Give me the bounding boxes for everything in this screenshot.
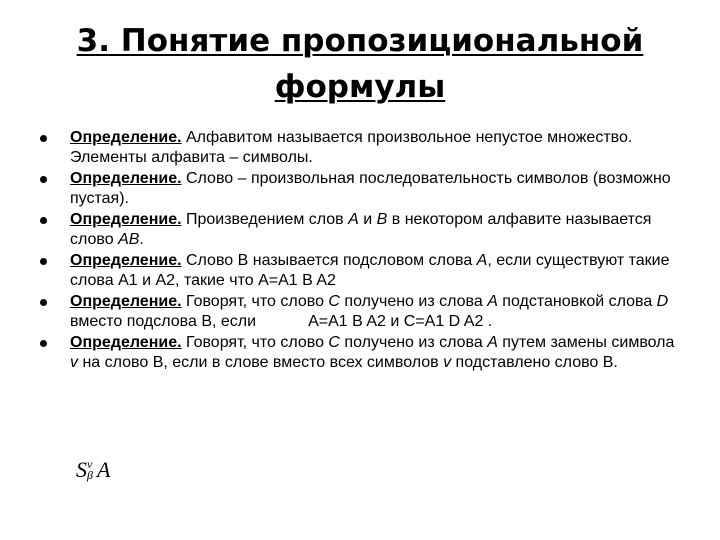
list-item-product	[40, 210, 680, 249]
definition-text: Алфавитом называется произвольное непустое множество. Элементы алфавита – символы.	[70, 129, 633, 166]
definition-term: Определение.	[70, 170, 182, 187]
definition-text: Говорят, что слово	[181, 334, 329, 351]
list-item-word	[40, 169, 680, 208]
bullet-icon	[40, 217, 47, 224]
symbol-ab: AB	[118, 230, 140, 248]
definitions-list	[40, 128, 680, 374]
symbol-d: D	[656, 293, 669, 310]
slide-title-line-1: 3. Понятие пропозициональной	[76, 23, 644, 59]
definition-text: Слово B называется подсловом слова	[181, 252, 477, 269]
symbol-a: A	[487, 293, 498, 310]
definition-term: Определение.	[70, 334, 182, 351]
symbol-c: C	[328, 334, 340, 351]
formula-base: S	[76, 457, 87, 482]
list-item-replacement	[40, 333, 680, 372]
symbol-b: B	[376, 211, 388, 228]
formula-argument: A	[96, 457, 111, 482]
symbol-a: A	[476, 252, 488, 269]
bullet-icon	[40, 258, 47, 265]
definition-text: и	[358, 211, 377, 228]
definition-term: Определение.	[70, 129, 182, 146]
substitution-formula	[76, 457, 110, 483]
symbol-c: C	[328, 293, 340, 310]
definition-term: Определение.	[70, 211, 182, 228]
bullet-icon	[40, 176, 47, 183]
definition-text: подставлено слово B.	[451, 353, 618, 371]
definition-term: Определение.	[70, 293, 182, 310]
definition-text: путем замены символа	[497, 334, 675, 351]
symbol-a: A	[487, 334, 498, 351]
list-item-subword	[40, 251, 680, 290]
definition-text: получено из слова	[339, 334, 488, 351]
definition-text: вместо подслова B, если	[70, 312, 257, 330]
bullet-icon	[40, 299, 47, 306]
slide-title-line-2: формулы	[274, 69, 446, 105]
bullet-icon	[40, 340, 47, 347]
definition-term: Определение.	[70, 252, 182, 269]
symbol-v: v	[443, 353, 452, 371]
formula-scripts	[87, 456, 93, 482]
definition-text: A=A1 B A2 и C=A1 D A2 .	[308, 312, 493, 330]
definition-text: , если существуют такие слова A1 и A2, такие что A=A1 B A2	[70, 252, 670, 289]
formula-superscript: v	[87, 456, 93, 471]
definition-text: подстановкой слова	[497, 293, 657, 310]
bullet-icon	[40, 135, 47, 142]
list-item-substitution	[40, 292, 680, 331]
slide-title	[60, 18, 660, 110]
definition-text: получено из слова	[339, 293, 488, 310]
definition-text: Слово – произвольная последовательность символов (возможно пустая).	[70, 170, 671, 207]
definition-text: Произведением слов	[181, 211, 349, 228]
definition-text: Говорят, что слово	[181, 293, 329, 310]
symbol-a: A	[348, 211, 359, 228]
symbol-v: v	[70, 353, 78, 371]
definition-text: на слово B, если в слове вместо всех символов	[78, 353, 444, 371]
definition-text: в некотором алфавите называется слово	[70, 211, 652, 248]
definition-text: .	[139, 230, 144, 248]
formula-subscript: β	[87, 467, 93, 482]
list-item-alphabet	[40, 128, 680, 167]
